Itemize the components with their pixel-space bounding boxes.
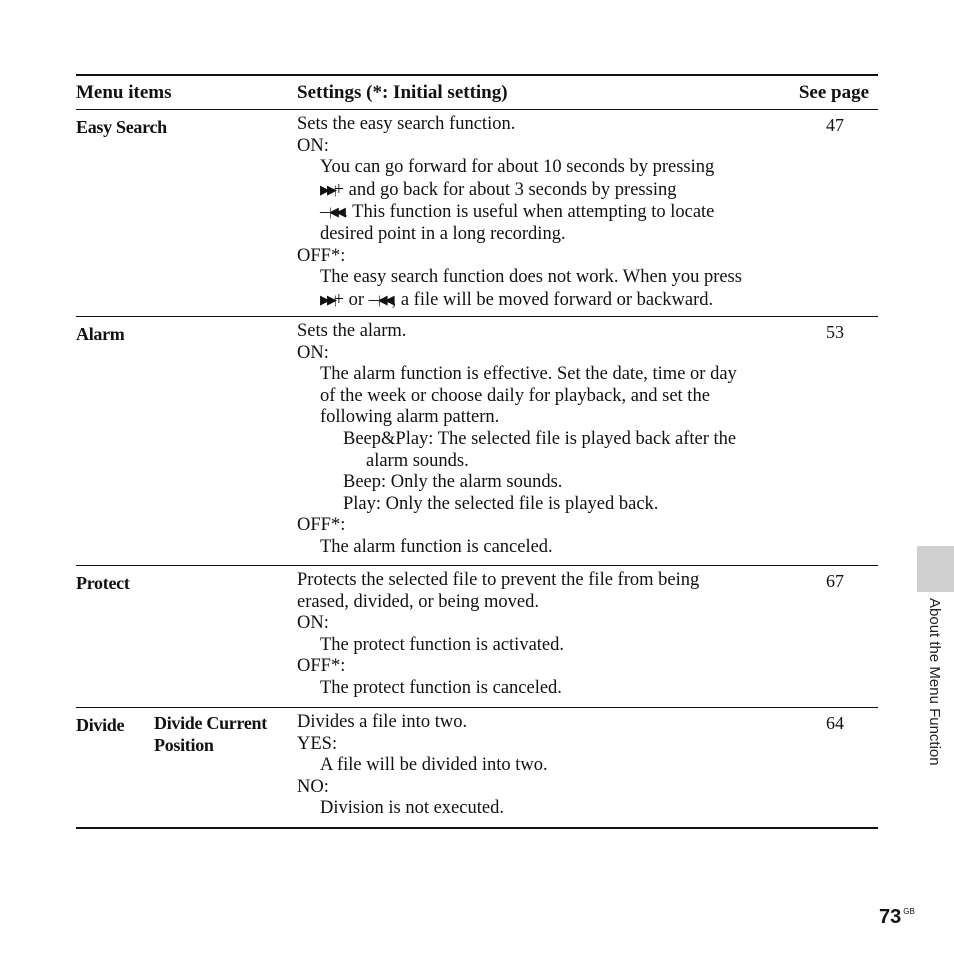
rewind-icon: |◀◀ xyxy=(329,204,343,220)
fast-forward-icon: ▶▶| xyxy=(320,291,334,307)
fast-forward-icon: ▶▶| xyxy=(320,181,334,197)
rewind-icon: |◀◀ xyxy=(377,291,392,307)
header-settings: Settings (*: Initial setting) xyxy=(297,82,508,103)
table-row-easy-search xyxy=(76,110,878,317)
setting-line: of the week or choose daily for playback, and set the xyxy=(320,385,710,406)
setting-line: OFF*: xyxy=(297,515,346,536)
menu-table xyxy=(76,74,878,829)
setting-line: alarm sounds. xyxy=(366,450,469,471)
page-number: 73 $^{GB}$ xyxy=(879,906,915,928)
settings-text xyxy=(297,566,797,706)
see-page-value: 47 xyxy=(826,115,844,135)
setting-line: The protect function is canceled. xyxy=(320,677,562,698)
setting-line: YES: xyxy=(297,733,338,754)
setting-line: Sets the easy search function. xyxy=(297,114,516,134)
setting-line: OFF*: xyxy=(297,656,346,677)
table-row-alarm xyxy=(76,317,878,566)
menu-subitem-name: Divide Current Position xyxy=(154,713,267,755)
header-see-page: See page xyxy=(798,82,869,103)
see-page-value: 64 xyxy=(826,713,844,733)
setting-line: following alarm pattern. xyxy=(320,407,500,428)
setting-line: Protects the selected file to prevent the file from being xyxy=(297,570,700,590)
setting-line: ON: xyxy=(297,135,329,156)
setting-line: ON: xyxy=(297,342,329,363)
setting-line: You can go forward for about 10 seconds by pressing xyxy=(320,157,715,178)
menu-item-name: Alarm xyxy=(76,324,125,344)
setting-line: Beep&Play: The selected file is played back after the xyxy=(343,428,737,449)
table-row-divide xyxy=(76,708,878,829)
page-number-suffix: GB xyxy=(903,907,915,916)
setting-line: Divides a file into two. xyxy=(297,712,468,732)
setting-line: desired point in a long recording. xyxy=(320,223,566,244)
see-page-value: 67 xyxy=(826,571,844,591)
setting-line: ▶▶|+ or –|◀◀, a file will be moved forward or backward. xyxy=(320,289,714,310)
setting-line: Division is not executed. xyxy=(320,798,504,819)
setting-line: Beep: Only the alarm sounds. xyxy=(343,472,563,493)
setting-line: –|◀◀. This function is useful when attempting to locate xyxy=(320,202,715,223)
setting-line: NO: xyxy=(297,776,329,797)
setting-line: Sets the alarm. xyxy=(297,321,407,341)
setting-line: The easy search function does not work. When you press xyxy=(320,267,742,288)
settings-text xyxy=(297,110,797,317)
setting-line: A file will be divided into two. xyxy=(320,755,548,776)
menu-item-name: Easy Search xyxy=(76,117,167,137)
setting-line: The protect function is activated. xyxy=(320,634,565,655)
setting-line: The alarm function is canceled. xyxy=(320,536,553,557)
setting-line: erased, divided, or being moved. xyxy=(297,591,539,612)
section-tab-marker xyxy=(917,546,954,592)
table-header xyxy=(76,76,878,110)
settings-text xyxy=(297,317,797,565)
see-page-value: 53 xyxy=(826,322,844,342)
setting-line: Play: Only the selected file is played back. xyxy=(343,493,659,514)
setting-line: The alarm function is effective. Set the date, time or day xyxy=(320,364,737,385)
settings-text xyxy=(297,708,797,826)
setting-line: ON: xyxy=(297,613,329,634)
section-side-label: About the Menu Function xyxy=(926,598,943,766)
setting-line: OFF*: xyxy=(297,245,346,266)
table-row-protect xyxy=(76,566,878,708)
header-menu-items: Menu items xyxy=(76,82,172,103)
menu-item-name: Protect xyxy=(76,573,130,593)
menu-item-name: Divide xyxy=(76,715,125,735)
setting-line: ▶▶|+ and go back for about 3 seconds by pressing xyxy=(320,179,677,200)
